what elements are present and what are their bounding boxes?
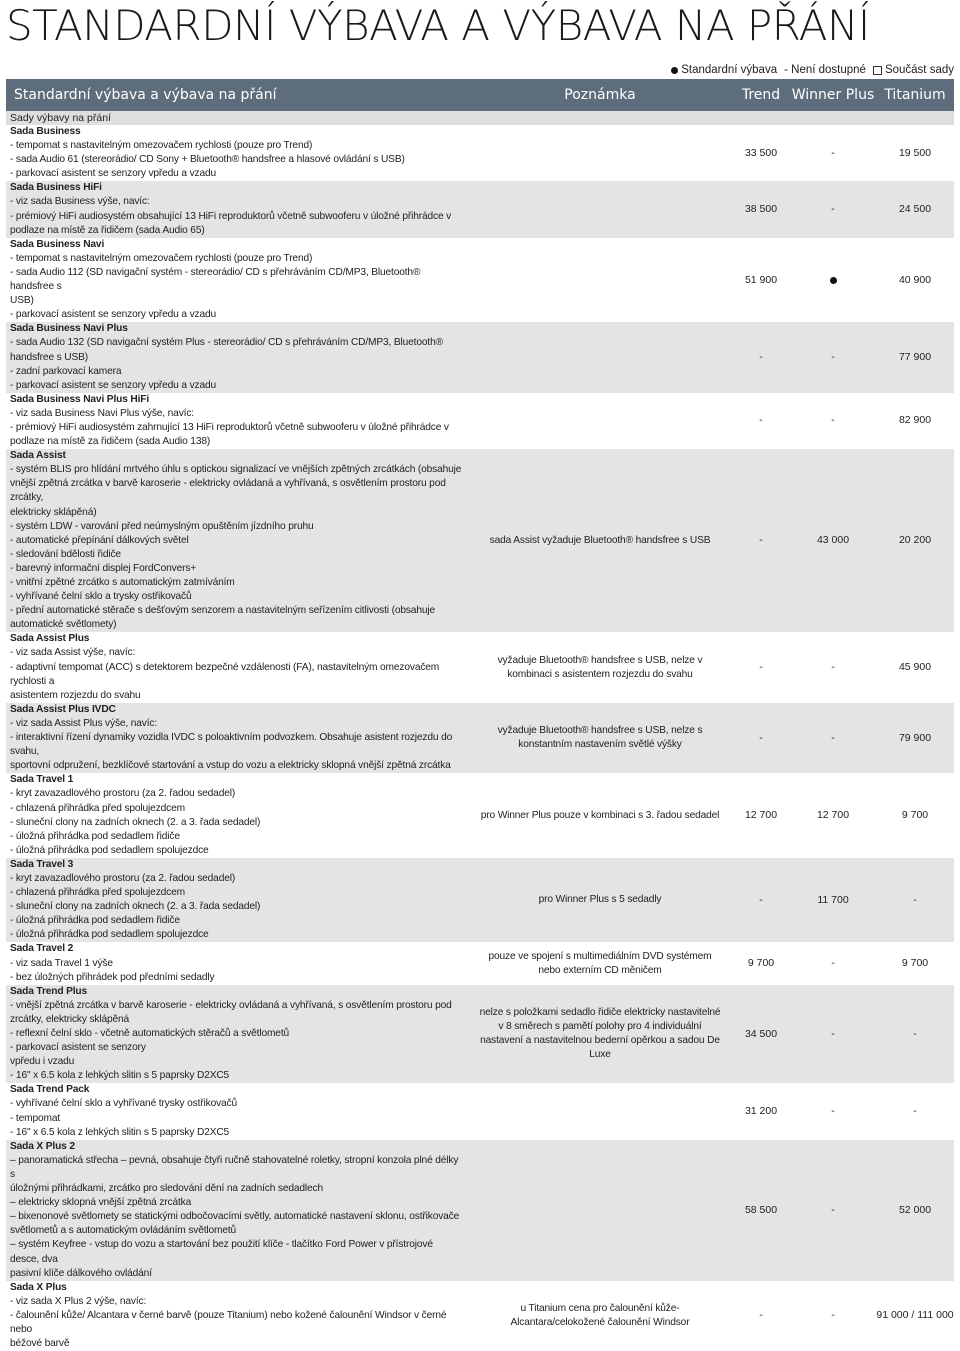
package-feature-line: - viz sada X Plus 2 výše, navíc: [10,1295,147,1307]
package-feature-line: - sluneční clony na zadních oknech (2. a 3. řada sedadel) [10,816,261,828]
package-description [6,322,468,392]
package-note: sada Assist vyžaduje Bluetooth® handsfree s USB [489,534,711,546]
package-feature-line: - parkovací asistent se senzory vpředu a vzadu [10,379,217,391]
package-feature-line: - vyhřívané čelní sklo a vyhřívané trysky ostřikovačů [10,1098,238,1110]
package-feature-line: - vnitřní zpětné zrcátko s automatickým zatmíváním [10,577,235,588]
package-feature-line: - vnější zpětná zrcátka v barvě karoserie - elektricky ovládaná a vyhřívaná, s osvětlením prostoru pod [10,999,452,1011]
package-feature-line: béžové barvě [10,1338,70,1350]
package-name: Sada X Plus [10,1281,67,1293]
package-name: Sada Travel 1 [10,774,74,786]
package-feature-line: - sada Audio 61 (stereorádio/ CD Sony + Bluetooth® handsfree a hlasové ovládání s USB) [10,154,405,166]
package-feature-line: podlaze na místě za řidičem (sada Audio 65) [10,224,205,236]
package-note [468,1140,732,1281]
table-row [6,322,954,392]
table-row [6,125,954,181]
package-description [6,773,468,858]
package-feature-line: - systém LDW - varování před neúmyslným opuštěním jízdního pruhu [10,520,314,532]
table-row [6,238,954,323]
legend-not-available-label: - Není dostupné [784,64,866,76]
package-feature-line: - viz sada Business Navi Plus výše, navíc: [10,407,194,419]
package-feature-line: – elektricky sklopná vnější zpětná zrcátka [10,1197,192,1209]
price-titanium: - [913,1105,917,1118]
section-subheader: Sady výbavy na přání [6,111,954,125]
price-trend: 9 700 [747,957,775,970]
package-feature-line: zrcátky, elektricky sklápěná [10,1013,130,1025]
package-name: Sada Business HiFi [10,182,102,194]
package-feature-line: - zadní parkovací kamera [10,365,122,377]
price-winner-plus: - [831,661,835,674]
table-row [6,632,954,702]
legend-standard-label: Standardní výbava [681,64,778,76]
package-name: Sada Trend Pack [10,1084,90,1096]
package-feature-line: USB) [10,295,34,307]
table-row [6,703,954,773]
legend-part-of-package-label: Součást sady [884,64,954,76]
price-winner-plus: - [831,146,835,159]
price-trend: - [759,1309,763,1322]
price-titanium: 45 900 [898,661,932,674]
price-titanium: 24 500 [898,203,932,216]
price-winner-plus: - [831,351,835,364]
package-feature-line: - adaptivní tempomat (ACC) s detektorem bezpečné vzdálenosti (FA), nastavitelným omezovačem rychlosti a [10,661,440,687]
package-feature-line: - automatické přepínání dálkových světel [10,534,189,546]
price-winner-plus: 43 000 [816,534,850,547]
package-note: vyžaduje Bluetooth® handsfree s USB, nelze v kombinaci s asistentem rozjezdu do svahu [497,654,703,680]
package-feature-line: - tempomat s nastavitelným omezovačem rychlosti (pouze pro Trend) [10,140,313,152]
package-feature-line: elektricky sklápěná) [10,506,97,518]
package-feature-line: - čalounění kůže/ Alcantara v černé barvě (pouze Titanium) nebo kožené čalounění Windsor v černé nebo [10,1309,447,1335]
table-row [6,1281,954,1351]
package-name: Sada Trend Plus [10,985,88,997]
package-feature-line: - systém BLIS pro hlídání mrtvého úhlu s optickou signalizací ve vnějších zpětných zrcátkách (obsahuje [10,464,462,476]
package-description [6,1140,468,1281]
package-feature-line: - úložná přihrádka pod sedadlem spolujezdce [10,929,209,941]
table-row [6,1083,954,1139]
legend-part-of-package [873,64,954,76]
package-feature-line: - kryt zavazadlového prostoru (za 2. řadou sedadel) [10,872,236,884]
table-header [6,79,954,111]
price-titanium: - [913,893,917,906]
options-table [6,111,954,1351]
legend-standard [671,64,777,76]
price-titanium: 19 500 [898,146,932,159]
package-feature-line: - kryt zavazadlového prostoru (za 2. řadou sedadel) [10,788,236,800]
price-titanium: 91 000 / 111 000 [876,1309,954,1322]
package-feature-line: - viz sada Business výše, navíc: [10,196,150,208]
package-note: vyžaduje Bluetooth® handsfree s USB, nelze s konstantním nastavením světlé výšky [497,725,703,751]
price-winner-plus: - [831,203,835,216]
package-note: u Titanium cena pro čalounění kůže-Alcantara/celokožené čalounění Windsor [510,1302,690,1328]
page-title: STANDARDNÍ VÝBAVA A VÝBAVA NA PŘÁNÍ [6,1,870,50]
price-winner-plus: - [831,1203,835,1216]
price-trend: 31 200 [744,1105,778,1118]
package-description [6,393,468,449]
package-feature-line: automatické světlomety) [10,619,117,631]
header-note: Poznámka [564,87,636,103]
package-feature-line: sportovní odpružení, bezklíčové startování a vstup do vozu a elektricky sklopná vnější zpětná zrcátka [10,760,451,772]
package-name: Sada Assist Plus IVDC [10,703,116,715]
package-feature-line: - parkovací asistent se senzory [10,1042,146,1054]
price-winner-plus: - [831,731,835,744]
price-titanium: 79 900 [898,731,932,744]
package-note: pouze ve spojení s multimediálním DVD systémem nebo externím CD měničem [488,950,712,976]
package-feature-line: - reflexní čelní sklo - včetně automatických stěračů a světlometů [10,1028,290,1039]
table-row [6,985,954,1084]
price-winner-plus [790,238,876,323]
package-name: Sada Business Navi Plus HiFi [10,393,150,405]
package-feature-line: pasivní klíče dálkového ovládání [10,1267,152,1279]
price-winner-plus: 11 700 [817,893,849,906]
package-description [6,181,468,237]
table-row [6,773,954,858]
package-name: Sada Business Navi Plus [10,323,128,335]
package-feature-line: - 16" x 6.5 kola z lehkých slitin s 5 paprsky D2XC5 [10,1126,230,1138]
package-note [468,238,732,323]
price-winner-plus: 12 700 [816,809,850,822]
standard-dot-icon [830,277,837,284]
package-feature-line: vpředu i vzadu [10,1056,75,1068]
price-titanium: 52 000 [898,1203,932,1216]
package-feature-line: handsfree s USB) [10,351,89,363]
price-winner-plus: - [831,957,835,970]
price-titanium: 40 900 [898,273,932,286]
package-note [468,125,732,181]
package-feature-line: - viz sada Assist výše, navíc: [10,647,136,659]
table-row [6,393,954,449]
header-winner-plus: Winner Plus [791,87,875,103]
package-feature-line: - bez úložných přihrádek pod předními sedadly [10,971,215,983]
table-row [6,858,954,943]
price-trend: 12 700 [744,809,778,822]
header-main: Standardní výbava a výbava na přání [14,87,277,103]
table-row [6,449,954,632]
standard-dot-icon [671,67,678,74]
package-feature-line: – bixenonové světlomety se statickými odbočovacími světly, automatické nastavení sklonu, ostřikovače [10,1211,460,1223]
legend [671,62,954,78]
package-feature-line: - úložná přihrádka pod sedadlem spolujezdce [10,844,209,856]
package-feature-line: - barevný informační displej FordConvers+ [10,562,197,574]
package-feature-line: - sada Audio 112 (SD navigační systém - stereorádio/ CD s přehráváním CD/MP3, Bluetooth® handsfree s [10,266,421,293]
price-trend: 38 500 [744,203,778,216]
package-description [6,125,468,181]
package-feature-line: asistentem rozjezdu do svahu [10,689,141,701]
package-feature-line: - parkovací asistent se senzory vpředu a vzadu [10,309,217,321]
table-row [6,181,954,237]
package-description [6,632,468,702]
table-row [6,942,954,984]
package-feature-line: - viz sada Travel 1 výše [10,957,113,969]
package-name: Sada Travel 2 [10,943,74,955]
package-feature-line: – systém Keyfree - vstup do vozu a startování bez použití klíče - tlačítko Ford Power v přístrojové desce, dva [10,1239,433,1265]
package-note [468,1083,732,1139]
price-winner-plus: - [831,1105,835,1118]
package-feature-line: - prémiový HiFi audiosystém zahrnující 13 HiFi reproduktorů včetně subwooferu v úložné přihrádce v [10,421,449,433]
package-feature-line: - sledování bdělosti řidiče [10,548,121,560]
price-trend: - [759,731,763,744]
price-winner-plus: - [831,1309,835,1322]
package-feature-line: - sluneční clony na zadních oknech (2. a 3. řada sedadel) [10,901,261,913]
price-titanium: 77 900 [898,351,932,364]
price-trend: 58 500 [744,1203,778,1216]
package-feature-line: - 16" x 6.5 kola z lehkých slitin s 5 paprsky D2XC5 [10,1070,230,1082]
package-note [468,181,732,237]
package-feature-line: podlaze na místě za řidičem (sada Audio 138) [10,436,211,448]
package-name: Sada Travel 3 [10,858,74,870]
package-name: Sada Assist Plus [10,633,90,645]
package-feature-line: - tempomat [10,1112,61,1124]
package-name: Sada Business [10,126,81,137]
package-feature-line: úložnými přihrádkami, zrcátko pro sledování dění na zadních sedadlech [10,1183,323,1195]
package-description [6,985,468,1084]
package-description [6,1083,468,1139]
package-feature-line: světlometů a s automatickým ovládáním světlometů [10,1225,237,1237]
header-trend: Trend [741,87,781,103]
price-trend: - [759,534,763,547]
package-description [6,703,468,773]
price-trend: - [759,893,763,906]
table-row [6,1140,954,1281]
package-description [6,942,468,984]
package-name: Sada Business Navi [10,238,105,250]
price-titanium: 20 200 [898,534,932,547]
price-trend: - [759,661,763,674]
package-note: nelze s položkami sedadlo řidiče elektricky nastavitelné v 8 směrech s pamětí polohy pro 4 individuální nastavení a nastavitelnou bederní opěrkou a sadou De Luxe [479,1007,721,1061]
package-note: pro Winner Plus pouze v kombinaci s 3. řadou sedadel [480,809,720,821]
price-winner-plus: - [831,414,835,427]
package-feature-line: - vyhřívané čelní sklo a trysky ostřikovačů [10,591,192,603]
package-feature-line: - parkovací asistent se senzory vpředu a vzadu [10,168,217,180]
package-square-icon [873,66,882,75]
package-feature-line: - chlazená přihrádka před spolujezdcem [10,887,185,899]
package-name: Sada X Plus 2 [10,1140,75,1152]
package-feature-line: - prémiový HiFi audiosystém obsahující 13 HiFi reproduktorů včetně subwooferu v úložné přihrádce v [10,210,452,222]
price-trend: - [759,351,763,364]
header-titanium: Titanium [884,87,946,103]
price-trend: 34 500 [744,1027,778,1040]
package-note: pro Winner Plus s 5 sedadly [538,894,662,906]
package-feature-line: - úložná přihrádka pod sedadlem řidiče [10,830,180,842]
package-note [468,322,732,392]
package-feature-line: - sada Audio 132 (SD navigační systém Plus - stereorádio/ CD s přehráváním CD/MP3, Bluetooth® [10,337,443,349]
package-feature-line: - interaktivní řízení dynamiky vozidla IVDC s poloaktivním podvozkem. Obsahuje asistent rozjezdu do svahu, [10,732,453,758]
price-titanium: 9 700 [901,957,929,970]
price-titanium: 82 900 [898,414,932,427]
price-trend: - [759,414,763,427]
package-description [6,858,468,943]
package-note [468,393,732,449]
price-trend: 33 500 [744,146,778,159]
package-feature-line: – panoramatická střecha – pevná, obsahuje čtyři ručně stahovatelné roletky, stropní konzola plné délky s [10,1154,459,1180]
package-name: Sada Assist [10,450,66,462]
package-feature-line: vnější zpětná zrcátka v barvě karoserie - elektricky ovládaná a vyhřívaná, s osvětlením prostoru pod zrcátky, [10,478,446,504]
legend-not-available [784,64,866,76]
package-description [6,449,468,632]
price-titanium: 9 700 [901,809,929,822]
package-feature-line: - úložná přihrádka pod sedadlem řidiče [10,915,180,927]
package-feature-line: - přední automatické stěrače s dešťovým senzorem a nastavitelným seřízením citlivosti (obsahuje [10,605,435,617]
price-trend: 51 900 [744,273,778,286]
package-feature-line: - viz sada Assist Plus výše, navíc: [10,717,158,729]
price-winner-plus: - [831,1027,835,1040]
package-feature-line: - tempomat s nastavitelným omezovačem rychlosti (pouze pro Trend) [10,252,313,264]
price-titanium: - [913,1027,917,1040]
package-description [6,238,468,323]
package-description [6,1281,468,1351]
package-feature-line: - chlazená přihrádka před spolujezdcem [10,802,185,814]
